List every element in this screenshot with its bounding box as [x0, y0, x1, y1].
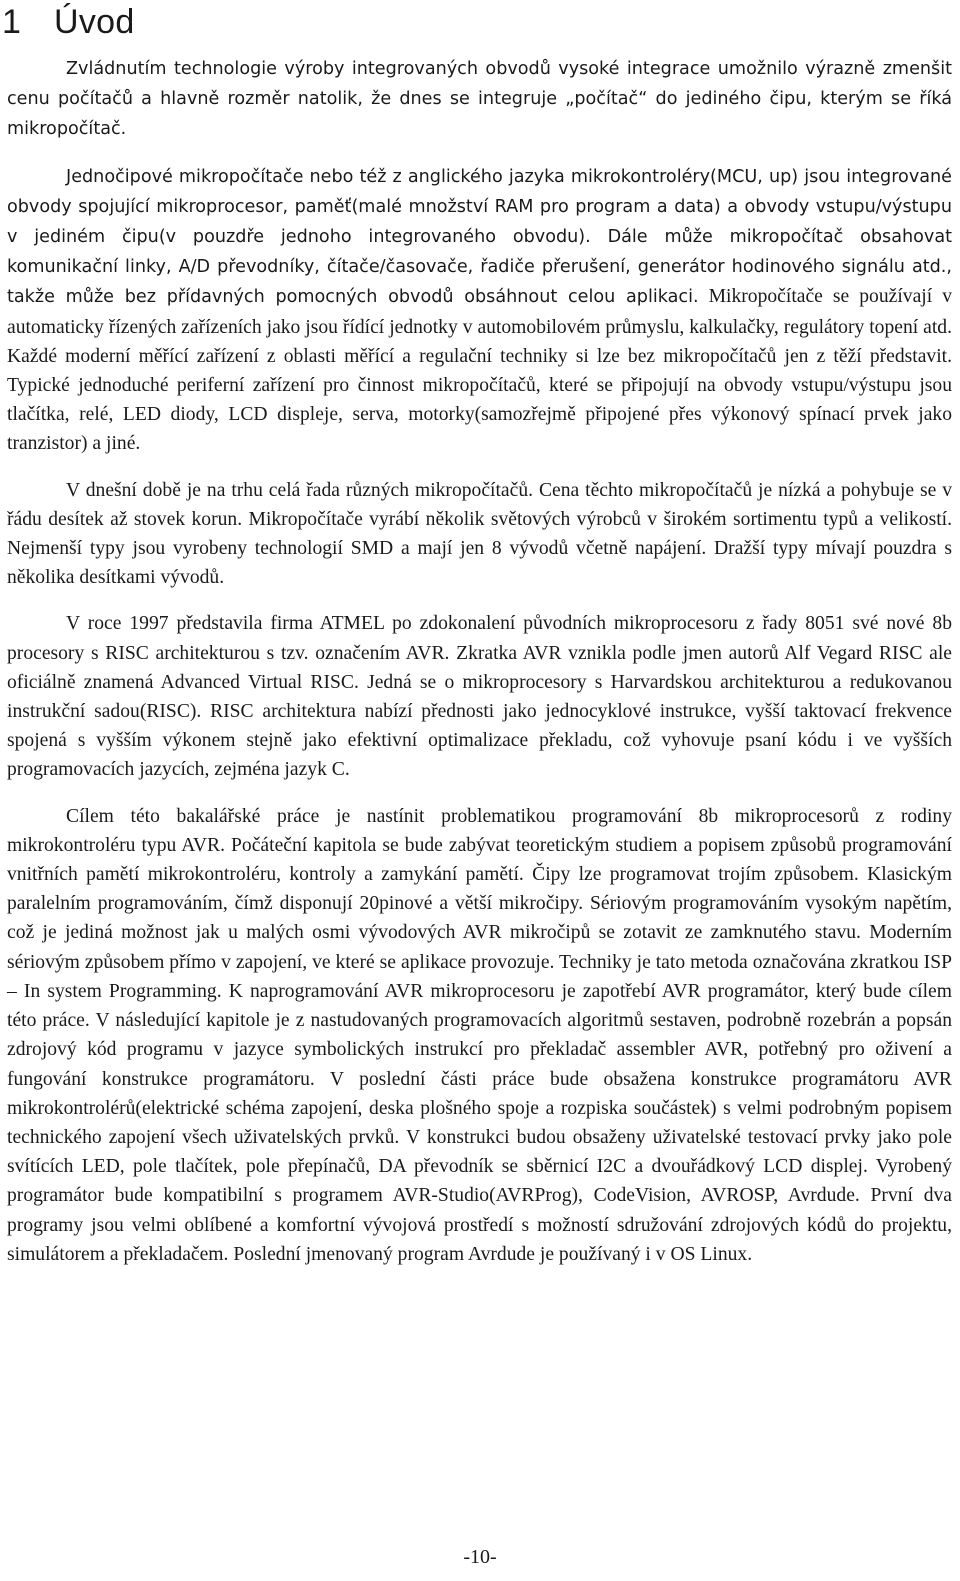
section-number: 1 — [2, 3, 22, 41]
page-number-text: -10- — [463, 1546, 497, 1568]
section-title: Úvod — [54, 3, 135, 41]
paragraph-text: Mikropočítače se používají v automaticky řízených zařízeních jako jsou řídící jednotky v automobilovém průmyslu, kalkulačky, regulátory topení atd. Každé moderní měřící zařízení z oblasti měřící a regulační techniky si lze bez mikropočítačů jen z těží představit. Typické jednoduché periferní zařízení pro činnost mikropočítačů, které se připojují na obvody vstupu/výstupu jsou tlačítka, relé, LED diody, LCD displeje, serva, motorky(samozřejmě připojené přes výkonový spínací prvek jako tranzistor) a jiné. — [7, 286, 952, 455]
paragraph — [7, 802, 952, 1269]
paragraph — [7, 609, 952, 784]
paragraph-text: Jednočipové mikropočítače nebo též z anglického jazyka mikrokontroléry(MCU, up) jsou integrované obvody spojující mikroprocesor, paměť(malé množství RAM pro program a data) a obvody vstupu/výstupu v jediném čipu(v pouzdře jednoho integrovaného obvodu). Dále může mikropočítač obsahovat komunikační linky, A/D převodníky, čítače/časovače, řadiče přerušení, generátor hodinového signálu atd., takže může bez přídavných pomocných obvodů obsáhnout celou aplikaci. — [7, 166, 952, 308]
body-text — [7, 54, 952, 1269]
paragraph — [7, 162, 952, 459]
paragraph-text: Zvládnutím technologie výroby integrovaných obvodů vysoké integrace umožnilo výrazně zmenšit cenu počítačů a hlavně rozměr natolik, že dnes se integruje „počítač“ do jediného čipu, kterým se říká mikropočítač. — [7, 59, 952, 140]
section-heading — [2, 2, 135, 42]
paragraph-text: Cílem této bakalářské práce je nastínit problematikou programování 8b mikroprocesorů z rodiny mikrokontroléru typu AVR. Počáteční kapitola se bude zabývat teoretickým studiem a popisem způsobů programování vnitřních pamětí mikrokontroléru, kontroly a zamykání pamětí. Čipy lze programovat trojím způsobem. Klasickým paralelním programováním, čímž disponují 20pinové a větší mikročipy. Sériovým programováním vysokým napětím, což je jediná možnost jak u malých osmi vývodových AVR mikročipů se zotavit ze zamknutého stavu. Moderním sériovým způsobem přímo v zapojení, ve které se aplikace provozuje. Techniky je tato metoda označována zkratkou ISP – In system Programming. K naprogramování AVR mikroprocesoru je zapotřebí AVR programátor, který bude cílem této práce. V následující kapitole je z nastudovaných programovacích algoritmů sestaven, podrobně rozebrán a popsán zdrojový kód programu v jazyce symbolických instrukcí pro překladač assembler AVR, potřebný pro oživení a fungování konstrukce programátoru. V poslední části práce bude obsažena konstrukce programátoru AVR mikrokontrolérů(elektrické schéma zapojení, deska plošného spoje a rozpiska součástek) s velmi podrobným popisem technického zapojení všech uživatelských prvků. V konstrukci budou obsaženy uživatelské testovací prvky jako pole svítících LED, pole tlačítek, pole přepínačů, DA převodník se sběrnicí I2C a dvouřádkový LCD displej. Vyrobený programátor bude kompatibilní s programem AVR-Studio(AVRProg), CodeVision, AVROSP, Avrdude. První dva programy jsou velmi oblíbené a komfortní vývojová prostředí s možností sdružování zdrojových kódů do projektu, simulátorem a překladačem. Poslední jmenovaný program Avrdude je používaný i v OS Linux. — [7, 805, 952, 1265]
paragraph — [7, 476, 952, 593]
paragraph — [7, 54, 952, 145]
paragraph-text: V dnešní době je na trhu celá řada různých mikropočítačů. Cena těchto mikropočítačů je nízká a pohybuje se v řádu desítek až stovek korun. Mikropočítače vyrábí několik světových výrobců v širokém sortimentu typů a velikostí. Nejmenší typy jsou vyrobeny technologií SMD a mají jen 8 vývodů včetně napájení. Dražší typy mívají pouzdra s několika desítkami vývodů. — [7, 479, 952, 589]
page-number — [0, 1544, 960, 1570]
paragraph-text: V roce 1997 představila firma ATMEL po zdokonalení původních mikroprocesoru z řady 8051 své nové 8b procesory s RISC architekturou s tzv. označením AVR. Zkratka AVR vznikla podle jmen autorů Alf Vegard RISC ale oficiálně znamená Advanced Virtual RISC. Jedná se o mikroprocesory s Harvardskou architekturou a redukovanou instrukční sadou(RISC). RISC architektura nabízí přednosti jako jednocyklové instrukce, vyšší taktovací frekvence spojená s vyšším výkonem stejně jako efektivní optimalizace překladu, což vyhovuje psaní kódu i ve vyšších programovacích jazycích, zejména jazyk C. — [7, 613, 952, 781]
